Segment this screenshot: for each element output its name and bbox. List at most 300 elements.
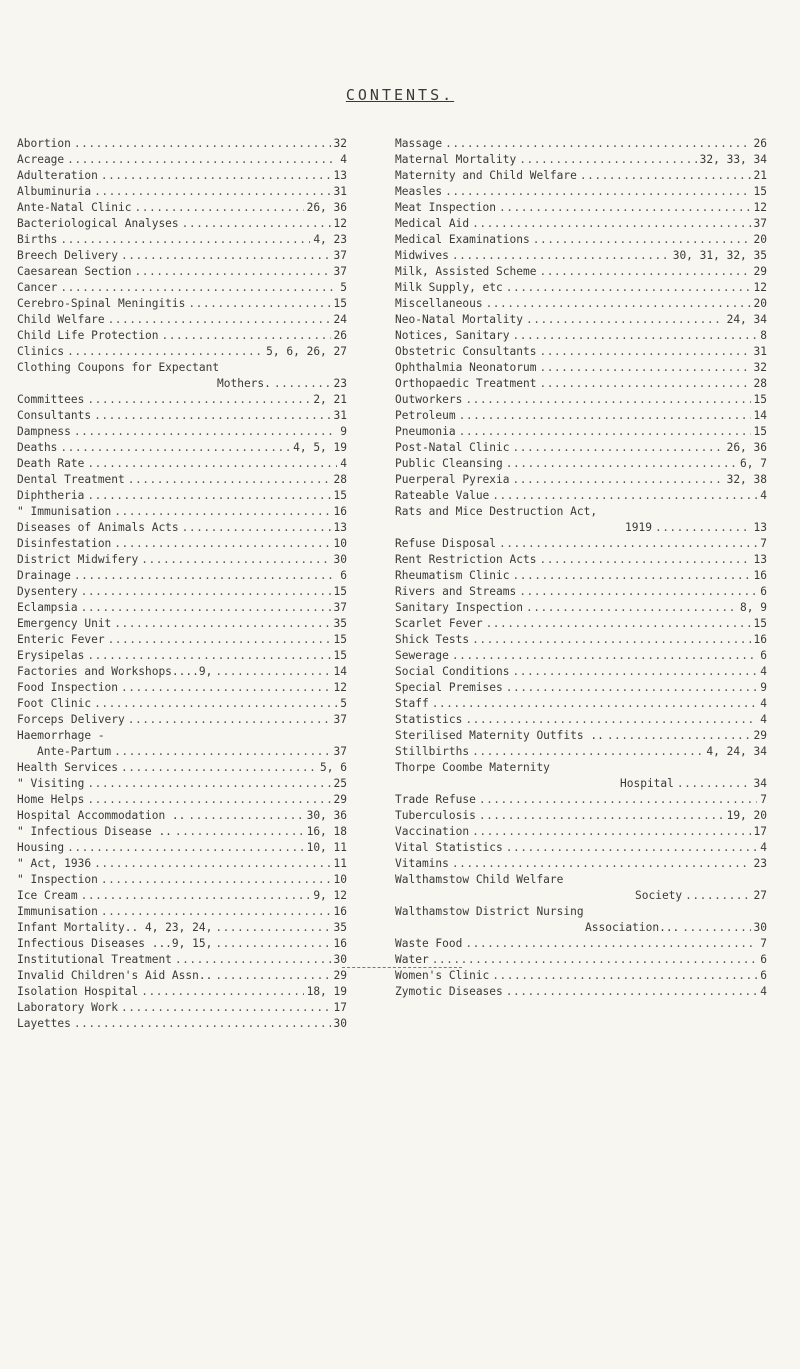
entry-label: Clothing Coupons for Expectant: [17, 361, 220, 374]
index-entry: [395, 568, 767, 584]
entry-page-number: 28: [333, 473, 347, 486]
entry-page-number: 37: [333, 265, 347, 278]
entry-page-number: 14: [753, 409, 767, 422]
index-entry: [395, 344, 767, 360]
entry-label: Zymotic Diseases: [395, 985, 503, 998]
leader-dots: [135, 200, 304, 216]
entry-label: Women's Clinic: [395, 969, 490, 982]
index-entry: [395, 968, 767, 984]
leader-dots: [513, 328, 758, 344]
index-entry: [17, 312, 347, 328]
leader-dots: [465, 936, 757, 952]
entry-label: Sterilised Maternity Outfits ..: [395, 729, 604, 742]
entry-label: Medical Aid: [395, 217, 470, 230]
index-entry: [17, 840, 347, 856]
entry-page-number: 30, 36: [306, 809, 347, 822]
entry-page-number: 32, 33, 34: [699, 153, 767, 166]
leader-dots: [188, 808, 303, 824]
entry-page-number: 15: [333, 633, 347, 646]
entry-page-number: 5: [340, 697, 347, 710]
leader-dots: [81, 888, 311, 904]
index-entry: [17, 712, 347, 728]
entry-label: Ante-Natal Clinic: [17, 201, 132, 214]
leader-dots: [492, 488, 757, 504]
entry-label: Dysentery: [17, 585, 78, 598]
index-entry: [395, 472, 767, 488]
leader-dots: [465, 392, 750, 408]
entry-label: Ice Cream: [17, 889, 78, 902]
entry-label: Eclampsia: [17, 601, 78, 614]
entry-label: Refuse Disposal: [395, 537, 497, 550]
leader-dots: [655, 520, 751, 536]
index-entry: [17, 184, 347, 200]
entry-page-number: 21: [753, 169, 767, 182]
leader-dots: [135, 264, 331, 280]
entry-page-number: 26, 36: [306, 201, 347, 214]
leader-dots: [215, 664, 330, 680]
index-entry: [17, 680, 347, 696]
entry-label: Milk Supply, etc: [395, 281, 503, 294]
leader-dots: [121, 1000, 330, 1016]
index-entry: [17, 376, 347, 392]
leader-dots: [94, 696, 337, 712]
leader-dots: [539, 264, 750, 280]
entry-label: Massage: [395, 137, 443, 150]
leader-dots: [432, 952, 758, 968]
index-entry: [395, 184, 767, 200]
leader-dots: [432, 696, 758, 712]
entry-page-number: 27: [753, 889, 767, 902]
entry-label: Association...: [585, 921, 680, 934]
index-column-left: [17, 136, 347, 1032]
leader-dots: [94, 184, 330, 200]
index-entry: [395, 680, 767, 696]
entry-label: Scarlet Fever: [395, 617, 483, 630]
entry-page-number: 23: [333, 377, 347, 390]
index-entry: [17, 856, 347, 872]
entry-page-number: 30: [753, 921, 767, 934]
entry-label: Ophthalmia Neonatorum: [395, 361, 537, 374]
index-entry: [17, 584, 347, 600]
entry-page-number: 26, 36: [726, 441, 767, 454]
entry-page-number: 4: [340, 457, 347, 470]
entry-page-number: 9, 12: [313, 889, 347, 902]
entry-label: Infectious Diseases ...9, 15,: [17, 937, 213, 950]
entry-label: Abortion: [17, 137, 71, 150]
entry-page-number: 17: [753, 825, 767, 838]
leader-dots: [459, 408, 751, 424]
entry-page-number: 5: [340, 281, 347, 294]
leader-dots: [519, 584, 757, 600]
entry-page-number: 16: [753, 569, 767, 582]
index-entry: [17, 616, 347, 632]
entry-page-number: 13: [333, 521, 347, 534]
index-entry: [17, 952, 347, 968]
index-entry: [395, 728, 767, 744]
index-entry: [395, 856, 767, 872]
entry-page-number: 37: [753, 217, 767, 230]
leader-dots: [182, 216, 331, 232]
index-entry: [17, 216, 347, 232]
leader-dots: [108, 632, 331, 648]
index-entry: [17, 456, 347, 472]
entry-label: Isolation Hospital: [17, 985, 139, 998]
entry-page-number: 8, 9: [740, 601, 767, 614]
index-entry: [395, 808, 767, 824]
entry-page-number: 20: [753, 297, 767, 310]
entry-label: Rivers and Streams: [395, 585, 517, 598]
index-entry: [395, 840, 767, 856]
entry-page-number: 6: [760, 969, 767, 982]
entry-page-number: 15: [753, 393, 767, 406]
leader-dots: [513, 472, 724, 488]
index-entry: [395, 920, 767, 936]
leader-dots: [121, 680, 330, 696]
entry-page-number: 29: [333, 793, 347, 806]
index-entry: [17, 1000, 347, 1016]
index-entry: [17, 408, 347, 424]
leader-dots: [87, 648, 330, 664]
leader-dots: [472, 216, 750, 232]
leader-dots: [108, 312, 331, 328]
entry-page-number: 16, 18: [306, 825, 347, 838]
entry-page-number: 16: [753, 633, 767, 646]
index-entry: [17, 808, 347, 824]
index-entry: [17, 264, 347, 280]
entry-page-number: 24: [333, 313, 347, 326]
entry-page-number: 15: [333, 649, 347, 662]
entry-page-number: 35: [333, 921, 347, 934]
entry-label: Medical Examinations: [395, 233, 530, 246]
index-entry: [17, 168, 347, 184]
index-entry: [17, 920, 347, 936]
leader-dots: [607, 728, 751, 744]
entry-page-number: 4: [760, 489, 767, 502]
entry-page-number: 4, 24, 34: [706, 745, 767, 758]
index-entry: [395, 616, 767, 632]
entry-label: Dental Treatment: [17, 473, 125, 486]
index-entry: [17, 344, 347, 360]
index-entry: [17, 872, 347, 888]
index-entry: [395, 168, 767, 184]
entry-page-number: 7: [760, 537, 767, 550]
leader-dots: [87, 392, 310, 408]
entry-label: Home Helps: [17, 793, 85, 806]
entry-page-number: 6: [760, 649, 767, 662]
index-entry: [17, 472, 347, 488]
entry-label: Vitamins: [395, 857, 449, 870]
entry-label: Haemorrhage -: [17, 729, 105, 742]
index-entry: [395, 488, 767, 504]
index-entry: [17, 488, 347, 504]
entry-label: District Midwifery: [17, 553, 139, 566]
leader-dots: [161, 328, 330, 344]
leader-dots: [87, 776, 330, 792]
index-entry: [17, 152, 347, 168]
entry-label: Drainage: [17, 569, 71, 582]
leader-dots: [445, 184, 750, 200]
entry-page-number: 13: [333, 169, 347, 182]
leader-dots: [472, 744, 703, 760]
leader-dots: [81, 600, 331, 616]
index-entry: [17, 248, 347, 264]
entry-label: Immunisation: [17, 905, 98, 918]
leader-dots: [513, 568, 751, 584]
leader-dots: [74, 568, 337, 584]
entry-page-number: 4: [760, 985, 767, 998]
entry-label: Breech Delivery: [17, 249, 119, 262]
leader-dots: [506, 456, 737, 472]
entry-page-number: 28: [753, 377, 767, 390]
leader-dots: [506, 680, 757, 696]
leader-dots: [492, 968, 757, 984]
entry-label: Factories and Workshops....9,: [17, 665, 213, 678]
entry-page-number: 18, 19: [306, 985, 347, 998]
entry-label: Outworkers: [395, 393, 463, 406]
entry-label: Disinfestation: [17, 537, 112, 550]
leader-dots: [486, 616, 751, 632]
entry-page-number: 4, 23: [313, 233, 347, 246]
entry-page-number: 2, 21: [313, 393, 347, 406]
entry-label: " Inspection: [17, 873, 98, 886]
entry-page-number: 19, 20: [726, 809, 767, 822]
entry-label: Statistics: [395, 713, 463, 726]
leader-dots: [60, 440, 290, 456]
entry-label: Rats and Mice Destruction Act,: [395, 505, 598, 518]
index-entry: [395, 712, 767, 728]
index-entry: [17, 328, 347, 344]
leader-dots: [87, 792, 330, 808]
index-entry: [395, 872, 767, 888]
index-entry: [395, 456, 767, 472]
entry-page-number: 23: [753, 857, 767, 870]
entry-page-number: 29: [753, 729, 767, 742]
entry-label: Layettes: [17, 1017, 71, 1030]
index-entry: [395, 904, 767, 920]
index-entry: [395, 232, 767, 248]
entry-page-number: 29: [333, 969, 347, 982]
page-title: CONTENTS.: [345, 86, 455, 104]
index-entry: [395, 280, 767, 296]
entry-label: Cerebro-Spinal Meningitis: [17, 297, 186, 310]
entry-page-number: 15: [333, 489, 347, 502]
index-entry: [17, 792, 347, 808]
entry-label: Housing: [17, 841, 65, 854]
index-entry: [17, 440, 347, 456]
index-entry: [17, 936, 347, 952]
entry-page-number: 31: [333, 409, 347, 422]
index-entry: [17, 904, 347, 920]
index-entry: [17, 824, 347, 840]
entry-label: Births: [17, 233, 58, 246]
index-entry: [395, 296, 767, 312]
entry-page-number: 35: [333, 617, 347, 630]
index-entry: [395, 648, 767, 664]
index-entry: [395, 424, 767, 440]
index-entry: [395, 408, 767, 424]
entry-label: Neo-Natal Mortality: [395, 313, 523, 326]
leader-dots: [87, 456, 337, 472]
leader-dots: [682, 920, 750, 936]
leader-dots: [128, 712, 331, 728]
entry-label: Trade Refuse: [395, 793, 476, 806]
index-entry: [395, 264, 767, 280]
index-entry: [395, 136, 767, 152]
leader-dots: [60, 280, 337, 296]
index-entry: [395, 504, 767, 520]
entry-page-number: 32: [333, 137, 347, 150]
entry-page-number: 29: [753, 265, 767, 278]
index-entry: [395, 936, 767, 952]
index-entry: [17, 776, 347, 792]
index-entry: [17, 552, 347, 568]
leader-dots: [499, 536, 757, 552]
entry-label: " Visiting: [17, 777, 85, 790]
entry-label: Hospital: [620, 777, 674, 790]
index-entry: [395, 792, 767, 808]
index-entry: [17, 200, 347, 216]
leader-dots: [114, 536, 330, 552]
entry-page-number: 4: [760, 841, 767, 854]
entry-label: Child Life Protection: [17, 329, 159, 342]
entry-page-number: 14: [333, 665, 347, 678]
entry-label: Petroleum: [395, 409, 456, 422]
entry-label: Hospital Accommodation ..: [17, 809, 186, 822]
entry-page-number: 5, 6, 26, 27: [266, 345, 347, 358]
entry-label: Measles: [395, 185, 443, 198]
entry-label: Maternal Mortality: [395, 153, 517, 166]
leader-dots: [486, 296, 751, 312]
entry-label: Cancer: [17, 281, 58, 294]
index-entry: [17, 360, 347, 376]
entry-label: Acreage: [17, 153, 65, 166]
entry-page-number: 9: [340, 425, 347, 438]
index-entry: [395, 584, 767, 600]
index-entry: [395, 360, 767, 376]
entry-label: Albuminuria: [17, 185, 92, 198]
leader-dots: [81, 584, 331, 600]
entry-page-number: 7: [760, 937, 767, 950]
index-entry: [395, 760, 767, 776]
leader-dots: [539, 360, 750, 376]
entry-page-number: 11: [333, 857, 347, 870]
entry-page-number: 12: [753, 281, 767, 294]
leader-dots: [685, 888, 750, 904]
entry-label: Rateable Value: [395, 489, 490, 502]
leader-dots: [121, 248, 330, 264]
entry-page-number: 6: [760, 953, 767, 966]
leader-dots: [452, 248, 670, 264]
leader-dots: [128, 472, 331, 488]
entry-page-number: 4, 5, 19: [293, 441, 347, 454]
entry-label: Walthamstow District Nursing: [395, 905, 584, 918]
entry-label: Mothers.: [217, 377, 271, 390]
entry-label: Notices, Sanitary: [395, 329, 510, 342]
index-entry: [17, 568, 347, 584]
index-entry: [17, 760, 347, 776]
index-entry: [17, 296, 347, 312]
entry-page-number: 6: [760, 585, 767, 598]
entry-label: Committees: [17, 393, 85, 406]
index-entry: [395, 696, 767, 712]
index-column-right: [395, 136, 767, 1000]
leader-dots: [67, 344, 263, 360]
leader-dots: [479, 792, 757, 808]
entry-label: Special Premises: [395, 681, 503, 694]
leader-dots: [87, 488, 330, 504]
entry-label: Thorpe Coombe Maternity: [395, 761, 550, 774]
entry-page-number: 37: [333, 713, 347, 726]
entry-page-number: 30: [333, 1017, 347, 1030]
entry-label: Consultants: [17, 409, 92, 422]
index-entry: [395, 200, 767, 216]
index-entry: [395, 216, 767, 232]
leader-dots: [114, 504, 330, 520]
entry-label: Waste Food: [395, 937, 463, 950]
index-entry: [395, 888, 767, 904]
leader-dots: [182, 520, 331, 536]
entry-label: Diphtheria: [17, 489, 85, 502]
entry-label: Meat Inspection: [395, 201, 497, 214]
entry-label: Diseases of Animals Acts: [17, 521, 179, 534]
index-entry: [395, 824, 767, 840]
entry-label: Midwives: [395, 249, 449, 262]
entry-page-number: 12: [333, 681, 347, 694]
index-entry: [17, 648, 347, 664]
entry-label: Post-Natal Clinic: [395, 441, 510, 454]
leader-dots: [141, 552, 330, 568]
entry-page-number: 13: [753, 553, 767, 566]
index-entry: [395, 552, 767, 568]
entry-page-number: 37: [333, 745, 347, 758]
entry-page-number: 4: [760, 713, 767, 726]
leader-dots: [74, 136, 331, 152]
index-entry: [17, 984, 347, 1000]
leader-dots: [74, 1016, 331, 1032]
entry-label: Public Cleansing: [395, 457, 503, 470]
index-entry: [17, 136, 347, 152]
leader-dots: [114, 616, 330, 632]
entry-label: Emergency Unit: [17, 617, 112, 630]
entry-page-number: 4: [760, 665, 767, 678]
entry-page-number: 24, 34: [726, 313, 767, 326]
entry-label: Sanitary Inspection: [395, 601, 523, 614]
entry-page-number: 4: [340, 153, 347, 166]
entry-label: Child Welfare: [17, 313, 105, 326]
entry-page-number: 8: [760, 329, 767, 342]
entry-label: Vaccination: [395, 825, 470, 838]
index-entry: [17, 888, 347, 904]
entry-page-number: 16: [333, 937, 347, 950]
index-entry: [17, 696, 347, 712]
entry-label: Deaths: [17, 441, 58, 454]
entry-page-number: 34: [753, 777, 767, 790]
entry-page-number: 37: [333, 249, 347, 262]
index-entry: [395, 376, 767, 392]
entry-label: Enteric Fever: [17, 633, 105, 646]
entry-label: Forceps Delivery: [17, 713, 125, 726]
entry-label: Health Services: [17, 761, 119, 774]
leader-dots: [101, 872, 331, 888]
entry-label: Dampness: [17, 425, 71, 438]
entry-label: Walthamstow Child Welfare: [395, 873, 564, 886]
index-entry: [395, 952, 767, 968]
index-entry: [395, 520, 767, 536]
index-entry: [17, 232, 347, 248]
index-entry: [395, 776, 767, 792]
leader-dots: [465, 712, 757, 728]
entry-page-number: 15: [753, 617, 767, 630]
